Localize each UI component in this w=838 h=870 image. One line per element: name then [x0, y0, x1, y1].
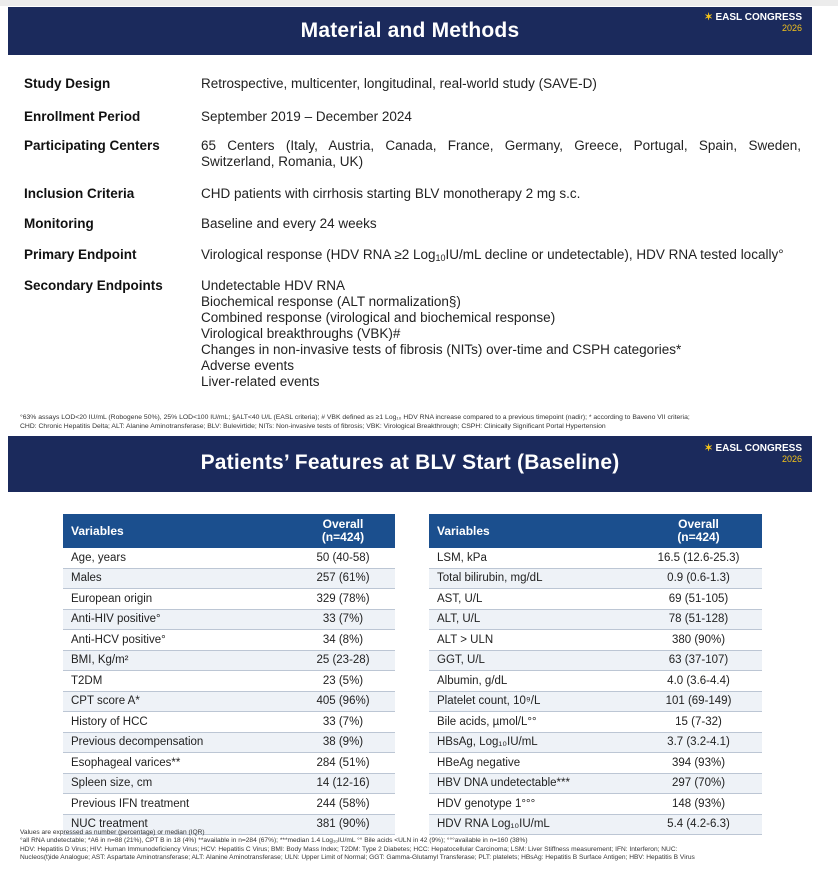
row-label: Monitoring — [24, 216, 94, 231]
table-row — [63, 609, 395, 630]
methods-banner — [8, 7, 812, 55]
table-row — [429, 712, 762, 733]
variable-cell: History of HCC — [63, 712, 291, 733]
overall-cell: 394 (93%) — [635, 753, 762, 774]
left-baseline-table — [63, 514, 395, 835]
methods-footnote — [20, 414, 816, 431]
row-label: Study Design — [24, 76, 111, 91]
table-header-row — [63, 514, 395, 548]
table-row — [63, 712, 395, 733]
overall-cell: 50 (40-58) — [291, 548, 395, 568]
logo-year: 2026 — [781, 23, 802, 33]
list-item: Combined response (virological and biochemical response) — [201, 310, 556, 325]
table-row — [63, 753, 395, 774]
footnote-line: Values are expressed as number (percentage) or median (IQR) — [20, 829, 205, 836]
variable-cell: T2DM — [63, 671, 291, 692]
variable-cell: Bile acids, µmol/L°° — [429, 712, 635, 733]
table-header-row — [429, 514, 762, 548]
overall-cell: 405 (96%) — [291, 691, 395, 712]
overall-cell: 38 (9%) — [291, 732, 395, 753]
variable-cell: ALT > ULN — [429, 630, 635, 651]
footnote-line: °all RNA undetectable; *A6 in n=88 (21%), CPT B in 18 (4%) **available in n=284 (67%); ***median 1.4 Log₁₀IU/mL °° Bile acids <ULN in 42 (9%); °°°available in n=160 (38%) — [20, 837, 528, 845]
overall-cell: 78 (51-128) — [635, 609, 762, 630]
list-item: Virological breakthroughs (VBK)# — [201, 326, 401, 341]
table-row — [63, 568, 395, 589]
column-header-overall — [291, 514, 395, 548]
overall-cell: 244 (58%) — [291, 794, 395, 815]
logo-year: 2026 — [781, 454, 802, 464]
row-label: Participating Centers — [24, 138, 160, 153]
header-overall-label: Overall — [322, 517, 364, 531]
row-value — [201, 247, 811, 266]
overall-cell: 63 (37-107) — [635, 650, 762, 671]
right-table-body — [429, 548, 762, 835]
overall-cell: 381 (90%) — [291, 814, 395, 835]
header-n-label: (n=424) — [321, 530, 365, 544]
overall-cell: 0.9 (0.6-1.3) — [635, 568, 762, 589]
baseline-banner — [8, 436, 812, 492]
overall-cell: 69 (51-105) — [635, 589, 762, 610]
right-baseline-table — [429, 514, 762, 835]
list-item: Adverse events — [201, 358, 295, 373]
list-item: Undetectable HDV RNA — [201, 278, 346, 293]
overall-cell: 3.7 (3.2-4.1) — [635, 732, 762, 753]
column-header-variables: Variables — [63, 514, 291, 548]
column-header-variables: Variables — [429, 514, 635, 548]
overall-cell: 5.4 (4.2-6.3) — [635, 814, 762, 835]
variable-cell: Anti-HCV positive° — [63, 630, 291, 651]
overall-cell: 16.5 (12.6-25.3) — [635, 548, 762, 568]
table-row — [63, 691, 395, 712]
overall-cell: 284 (51%) — [291, 753, 395, 774]
table-row — [63, 794, 395, 815]
table-row — [63, 732, 395, 753]
variable-cell: NUC treatment — [63, 814, 291, 835]
table-row — [63, 650, 395, 671]
table-row — [63, 773, 395, 794]
variable-cell: European origin — [63, 589, 291, 610]
row-value: Retrospective, multicenter, longitudinal, real-world study (SAVE-D) — [201, 76, 597, 91]
variable-cell: Age, years — [63, 548, 291, 568]
table-row — [429, 794, 762, 815]
variable-cell: Platelet count, 10⁹/L — [429, 691, 635, 712]
header-overall-label: Overall — [678, 517, 719, 531]
table-row — [63, 630, 395, 651]
footnote-line: °63% assays LOD<20 IU/mL (Robogene 50%), 25% LOD<100 IU/mL; §ALT<40 U/L (EASL criteria); # VBK defined as ≥1 Log₁₀ HDV RNA increase compared to a previous timepoint (nadir); * according to Baveno VII criteria; — [20, 414, 690, 421]
footnote-line: HDV: Hepatitis D Virus; HIV: Human Immunodeficiency Virus; HCV: Hepatitis C Virus; BMI: Body Mass Index; T2DM: Type 2 Diabetes; HCC: Hepatocellular Carcinoma; LSM: Liver Stiffness measurement; IFN: Interferon; NUC: — [20, 845, 678, 853]
table-row — [429, 630, 762, 651]
row-value: Baseline and every 24 weeks — [201, 216, 377, 231]
table-row — [429, 589, 762, 610]
table-row — [429, 609, 762, 630]
overall-cell: 101 (69-149) — [635, 691, 762, 712]
table-row — [63, 671, 395, 692]
left-table-body — [63, 548, 395, 835]
overall-cell: 33 (7%) — [291, 609, 395, 630]
overall-cell: 4.0 (3.6-4.4) — [635, 671, 762, 692]
variable-cell: Anti-HIV positive° — [63, 609, 291, 630]
variable-cell: CPT score A* — [63, 691, 291, 712]
footnote-line: Nucleos(t)ide Analogue; AST: Aspartate Aminotransferase; ALT: Alanine Aminotransferase; ULN: Upper Limit of Normal; GGT: Gamma-Glutamyl Transferase; PLT: platelets; HBsAg: Hepatitis B Surface Antigen; HBV: Hepatitis B Virus — [20, 854, 695, 862]
overall-cell: 23 (5%) — [291, 671, 395, 692]
table-row — [429, 691, 762, 712]
variable-cell: HBeAg negative — [429, 753, 635, 774]
star-icon: ✶ — [704, 12, 713, 23]
table-row — [429, 732, 762, 753]
overall-cell: 34 (8%) — [291, 630, 395, 651]
secondary-endpoints-list — [201, 278, 797, 390]
row-label: Enrollment Period — [24, 109, 141, 124]
variable-cell: Albumin, g/dL — [429, 671, 635, 692]
easl-logo — [704, 444, 802, 464]
overall-cell: 297 (70%) — [635, 773, 762, 794]
variable-cell: HBV DNA undetectable*** — [429, 773, 635, 794]
variable-cell: Esophageal varices** — [63, 753, 291, 774]
table-row — [429, 671, 762, 692]
overall-cell: 148 (93%) — [635, 794, 762, 815]
table-row — [429, 548, 762, 568]
table-row — [429, 753, 762, 774]
row-value: 65 Centers (Italy, Austria, Canada, France, Germany, Greece, Portugal, Spain, Sweden, Switzerland, Romania, UK) — [201, 138, 801, 169]
variable-cell: Previous decompensation — [63, 732, 291, 753]
baseline-footnotes — [20, 829, 816, 863]
variable-cell: HBsAg, Log₁₀IU/mL — [429, 732, 635, 753]
footnote-line: CHD: Chronic Hepatitis Delta; ALT: Alanine Aminotransferase; BLV: Bulevirtide; NITs: Non-invasive tests of fibrosis; VBK: Virological Breakthrough; CSPH: Clinically Significant Portal Hypertension — [20, 422, 606, 430]
row-label: Inclusion Criteria — [24, 186, 135, 201]
overall-cell: 15 (7-32) — [635, 712, 762, 733]
variable-cell: BMI, Kg/m² — [63, 650, 291, 671]
table-row — [63, 589, 395, 610]
header-n-label: (n=424) — [677, 530, 720, 544]
logo-text: EASL CONGRESS — [715, 443, 802, 454]
variable-cell: GGT, U/L — [429, 650, 635, 671]
star-icon: ✶ — [704, 443, 713, 454]
table-row — [429, 773, 762, 794]
variable-cell: Total bilirubin, mg/dL — [429, 568, 635, 589]
overall-cell: 380 (90%) — [635, 630, 762, 651]
variable-cell: HDV RNA Log₁₀IU/mL — [429, 814, 635, 835]
methods-title: Material and Methods — [300, 19, 520, 42]
logo-text: EASL CONGRESS — [715, 12, 802, 23]
value-subscript: 10 — [435, 253, 446, 263]
variable-cell: ALT, U/L — [429, 609, 635, 630]
overall-cell: 14 (12-16) — [291, 773, 395, 794]
list-item: Changes in non-invasive tests of fibrosis (NITs) over-time and CSPH categories* — [201, 342, 682, 357]
table-row — [429, 568, 762, 589]
table-row — [63, 548, 395, 568]
list-item: Liver-related events — [201, 374, 320, 389]
overall-cell: 33 (7%) — [291, 712, 395, 733]
variable-cell: Spleen size, cm — [63, 773, 291, 794]
value-part: Virological response (HDV RNA ≥2 Log — [201, 247, 436, 262]
variable-cell: LSM, kPa — [429, 548, 635, 568]
row-label: Primary Endpoint — [24, 247, 137, 262]
overall-cell: 257 (61%) — [291, 568, 395, 589]
value-part: IU/mL decline or undetectable), HDV RNA tested locally° — [445, 247, 784, 262]
variable-cell: AST, U/L — [429, 589, 635, 610]
row-value: September 2019 – December 2024 — [201, 109, 412, 124]
row-label: Secondary Endpoints — [24, 278, 163, 293]
row-value: CHD patients with cirrhosis starting BLV monotherapy 2 mg s.c. — [201, 186, 581, 201]
column-header-overall — [635, 514, 762, 548]
list-item: Biochemical response (ALT normalization§) — [201, 294, 461, 309]
overall-cell: 329 (78%) — [291, 589, 395, 610]
variable-cell: Previous IFN treatment — [63, 794, 291, 815]
table-row — [429, 650, 762, 671]
top-strip — [0, 0, 838, 6]
variable-cell: HDV genotype 1°°° — [429, 794, 635, 815]
easl-logo — [704, 13, 802, 33]
baseline-title: Patients’ Features at BLV Start (Baseline) — [200, 451, 620, 474]
overall-cell: 25 (23-28) — [291, 650, 395, 671]
variable-cell: Males — [63, 568, 291, 589]
